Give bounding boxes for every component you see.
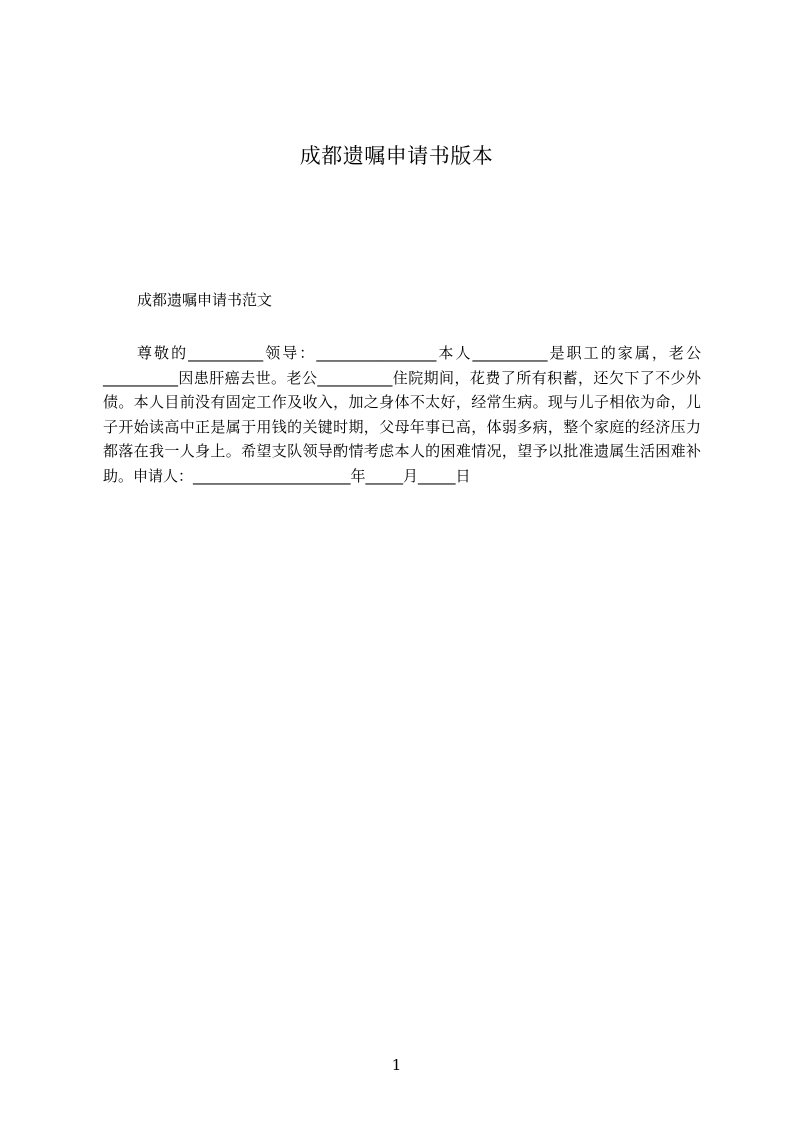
document-body: 尊敬的__________领导：________________本人__________是职工的家属，老公__________因患肝癌去世。老公__________住院期间，花费了所有积蓄，还欠下了不少外债。本人目前没有固定工作及收入，加之身体不太好，经常生病。现与儿子相依为命，儿子开始读高中正是属于用钱的关键时期，父母年事已高，体弱多病，整个家庭的经济压力都落在我一人身上。希望支队领导酌情考虑本人的困难情况，望予以批准遗属生活困难补助。申请人：_____________________年_____月_____日 — [103, 344, 701, 485]
page-number: 1 — [391, 1056, 402, 1074]
document-subtitle: 成都遗嘱申请书范文 — [137, 291, 273, 309]
document-title: 成都遗嘱申请书版本 — [299, 144, 494, 168]
